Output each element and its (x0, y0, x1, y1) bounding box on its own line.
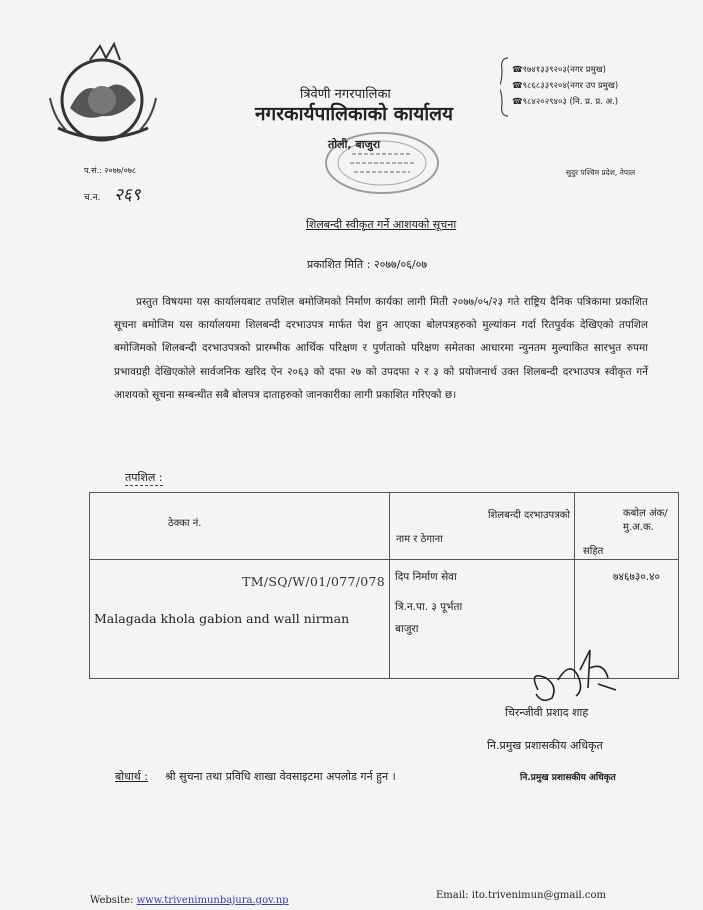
header-bidder-line2: नाम र ठेगाना (396, 534, 443, 545)
email-label: Email: (436, 890, 469, 901)
dispatch-number: २६९ (114, 185, 141, 205)
footer-email (436, 890, 606, 901)
office-stamp (322, 130, 442, 196)
published-date: प्रकाशित मिति : २०७७/०६/०७ (307, 258, 428, 271)
notice-paragraph: प्रस्तुत विषयमा यस कार्यालयबाट तपशिल बमोजिमको निर्माण कार्यका लागी मिती २०७७/०५/२३ गते राष्ट्रिय दैनिक पत्रिकामा प्रकाशित सूचना बमोजिम यस कार्यालयमा शिलबन्दी दरभाउपत्र मार्फत पेश हुन आएका बोलपत्रहरुको मुल्यांकन गर्दा रितपुर्वक देखिएको तपशिल बमोजिमको शिलबन्दी दरभाउपत्रको प्रारम्भीक आर्थिक परिक्षण र पुर्णताको परिक्षण समेतका आधारमा न्युनतम मुल्याकित सारभुत रुपमा प्रभावग्रही देखिएकोले सार्वजनिक खरिद ऐन २०६३ को दफा २७ को उपदफा २ र ३ को प्रयोजनार्थ उक्त शिलबन्दी दरभाउपत्र स्वीकृत गर्ने आशयको सूचना सम्बन्धीत सबै बोलपत्र दाताहरुको जानकारीका लागी प्रकाशित गरिएको छ। (114, 296, 648, 401)
website-label: Website: (90, 895, 134, 906)
table-header-row (90, 493, 679, 560)
dispatch-label: च.न. (84, 193, 101, 203)
notice-subject: शिलबन्दी स्वीकृत गर्ने आशयको सूचना (306, 218, 457, 231)
designation-stamp: नि.प्रमुख प्रशासकीय अधिकृत (520, 773, 616, 783)
nepal-emblem-logo (40, 38, 170, 153)
bid-amount: ७४६७३०.४० (613, 571, 661, 583)
header-amount-line1: कबोल अंक/मु.अ.क. (623, 508, 668, 533)
project-name: Malagada khola gabion and wall nirman (94, 611, 350, 626)
province-label: सुदुर पश्चिम प्रदेश, नेपाल (566, 168, 636, 177)
phone-deputy-mayor: ☎९८६८३३९२०४(नगर उप प्रमुख) (512, 81, 619, 91)
cc-label: बोधार्थ : (115, 770, 148, 783)
website-link[interactable]: www.trivenimunbajura.gov.np (136, 895, 289, 906)
fiscal-year: प.सं.: २०७७/०७८ (84, 166, 137, 175)
bidder-address-1: त्रि.न.पा. ३ पूर्भता (395, 601, 463, 613)
contact-phones (500, 56, 690, 118)
header-amount-line2: सहित (583, 546, 604, 557)
cell-contract (90, 560, 390, 679)
municipality-name: त्रिवेणी नगरपालिका (300, 87, 391, 102)
header-amount (575, 493, 679, 560)
header-bidder-line1: शिलबन्दी दरभाउपत्रको (487, 510, 570, 521)
footer-website (90, 895, 289, 906)
phone-mayor: ☎९७४१३३९२०३(नगर प्रमुख) (512, 65, 606, 75)
email-address[interactable]: ito.trivenimun@gmail.com (471, 890, 607, 901)
signatory-designation: नि.प्रमुख प्रशासकीय अधिकृत (487, 739, 603, 752)
bidder-address-2: बाजुरा (395, 623, 419, 635)
signatory-name: चिरन्जीवी प्रशाद शाह (505, 706, 589, 719)
header-bidder (390, 493, 575, 560)
notice-body (114, 291, 648, 407)
office-name: नगरकार्यपालिकाको कार्यालय (255, 103, 454, 125)
contract-number: TM/SQ/W/01/077/078 (242, 574, 385, 589)
phone-cao: ☎९८४२०२९४०३ (नि. प्र. प्र. अ.) (512, 97, 619, 107)
details-label: तपशिल : (125, 471, 163, 484)
handwritten-signature (518, 640, 628, 710)
cc-text: श्री सुचना तथा प्रविधि शाखा वेवसाइटमा अपलोड गर्न हुन । (165, 770, 396, 783)
header-contract: ठेक्का नं. (90, 493, 390, 560)
bidder-name: दिप निर्माण सेवा (395, 571, 457, 583)
office-location: तोली, बाजुरा (328, 138, 381, 151)
